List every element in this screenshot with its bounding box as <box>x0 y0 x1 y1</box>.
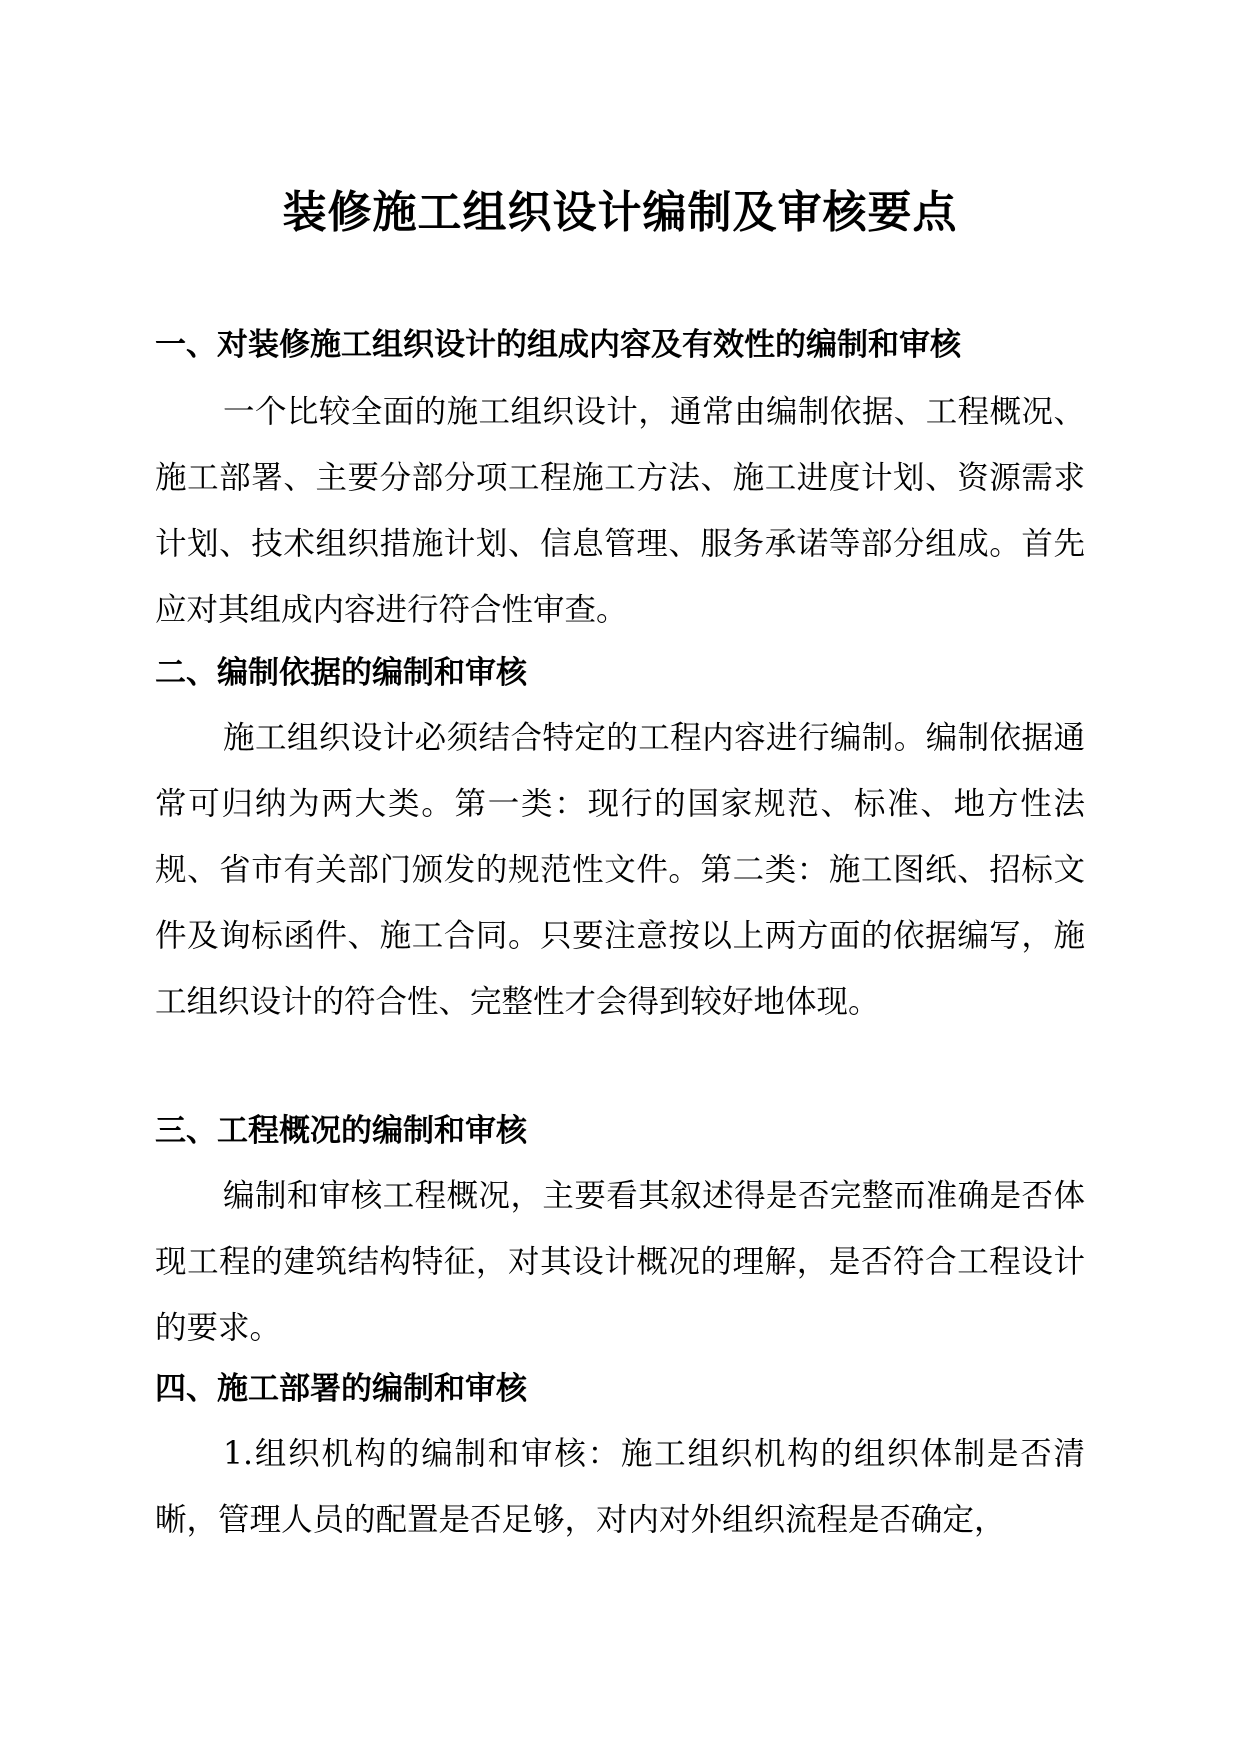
section-body-2: 施工组织设计必须结合特定的工程内容进行编制。编制依据通常可归纳为两大类。第一类：现行的国家规范、标准、地方性法规、省市有关部门颁发的规范性文件。第二类：施工图纸、招标文件及询标函件、施工合同。只要注意按以上两方面的依据编写，施工组织设计的符合性、完整性才会得到较好地体现。 <box>155 720 1085 1020</box>
section-heading-3: 三、工程概况的编制和审核 <box>155 1113 527 1149</box>
section-body-1: 一个比较全面的施工组织设计，通常由编制依据、工程概况、施工部署、主要分部分项工程施工方法、施工进度计划、资源需求计划、技术组织措施计划、信息管理、服务承诺等部分组成。首先应对其组成内容进行符合性审查。 <box>155 394 1085 628</box>
section-body-4: 1.组织机构的编制和审核：施工组织机构的组织体制是否清晰，管理人员的配置是否足够，对内对外组织流程是否确定， <box>155 1436 1085 1538</box>
document-title: 装修施工组织设计编制及审核要点 <box>282 187 958 238</box>
section-body-3: 编制和审核工程概况，主要看其叙述得是否完整而准确是否体现工程的建筑结构特征，对其设计概况的理解，是否符合工程设计的要求。 <box>155 1178 1085 1346</box>
section-heading-4: 四、施工部署的编制和审核 <box>155 1371 527 1407</box>
section-heading-2: 二、编制依据的编制和审核 <box>155 655 527 691</box>
section-heading-1: 一、对装修施工组织设计的组成内容及有效性的编制和审核 <box>155 327 961 363</box>
